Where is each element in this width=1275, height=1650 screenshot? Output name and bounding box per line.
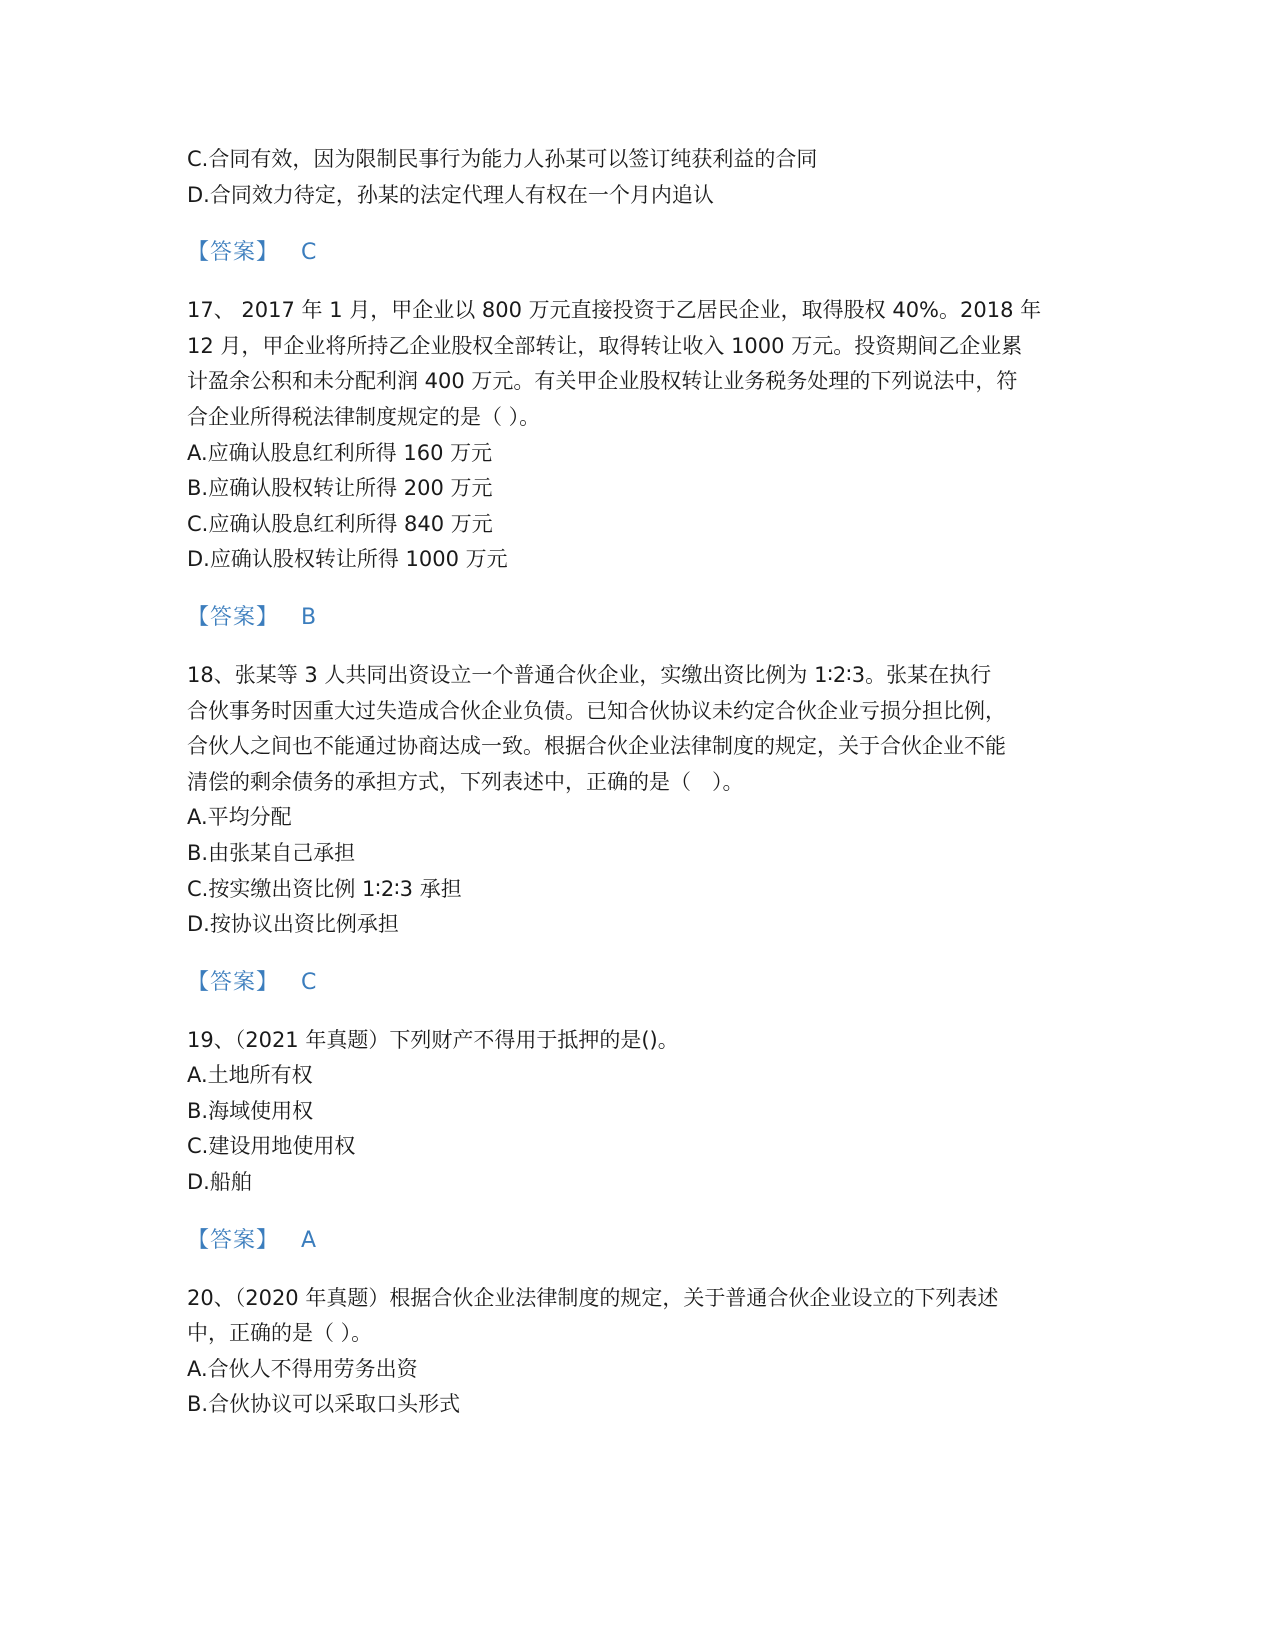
question-text-line: 19、（2021 年真题）下列财产不得用于抵押的是()。	[187, 1027, 679, 1052]
question-17	[187, 293, 1087, 578]
option-d: D.船舶	[187, 1170, 252, 1195]
question-text-line: 合伙事务时因重大过失造成合伙企业负债。已知合伙协议未约定合伙企业亏损分担比例，	[187, 698, 1006, 723]
question-text-line: 清偿的剩余债务的承担方式，下列表述中，正确的是（ ）。	[187, 769, 744, 794]
option-a: A.平均分配	[187, 805, 292, 830]
option-a: A.合伙人不得用劳务出资	[187, 1356, 418, 1381]
question-text-line: 计盈余公积和未分配利润 400 万元。有关甲企业股权转让业务税务处理的下列说法中，符	[187, 369, 1018, 394]
answer-19: 【答案】 A	[187, 1227, 317, 1253]
question-text-line: 18、张某等 3 人共同出资设立一个普通合伙企业，实缴出资比例为 1∶2∶3。张某在执行	[187, 662, 992, 687]
question-text-line: 12 月，甲企业将所持乙企业股权全部转让，取得转让收入 1000 万元。投资期间乙企业累	[187, 333, 1023, 358]
option-b: B.由张某自己承担	[187, 840, 356, 865]
option-d: D.按协议出资比例承担	[187, 912, 399, 937]
option-d: D.合同效力待定，孙某的法定代理人有权在一个月内追认	[187, 182, 714, 207]
option-b: B.海域使用权	[187, 1098, 314, 1123]
question-text-line: 合企业所得税法律制度规定的是（ ）。	[187, 404, 541, 429]
answer-17: 【答案】 B	[187, 604, 317, 630]
option-c: C.建设用地使用权	[187, 1134, 356, 1159]
option-d: D.应确认股权转让所得 1000 万元	[187, 547, 508, 572]
answer-18: 【答案】 C	[187, 969, 317, 995]
option-c: C.应确认股息红利所得 840 万元	[187, 511, 493, 536]
option-c: C.按实缴出资比例 1∶2∶3 承担	[187, 876, 462, 901]
option-a: A.应确认股息红利所得 160 万元	[187, 440, 493, 465]
document-page	[187, 142, 1087, 1423]
option-b: B.应确认股权转让所得 200 万元	[187, 476, 493, 501]
question-19	[187, 1023, 1087, 1201]
question-text-line: 17、 2017 年 1 月，甲企业以 800 万元直接投资于乙居民企业，取得股权 40%。2018 年	[187, 298, 1042, 323]
option-b: B.合伙协议可以采取口头形式	[187, 1392, 461, 1417]
question-text-line: 合伙人之间也不能通过协商达成一致。根据合伙企业法律制度的规定，关于合伙企业不能	[187, 734, 1006, 759]
question-18	[187, 658, 1087, 943]
option-a: A.土地所有权	[187, 1063, 313, 1088]
question-20	[187, 1281, 1087, 1423]
option-c: C.合同有效，因为限制民事行为能力人孙某可以签订纯获利益的合同	[187, 147, 818, 171]
answer-16: 【答案】 C	[187, 240, 317, 266]
question-text-line: 中，正确的是（ ）。	[187, 1321, 373, 1346]
question-text-line: 20、（2020 年真题）根据合伙企业法律制度的规定，关于普通合伙企业设立的下列表述	[187, 1285, 999, 1310]
